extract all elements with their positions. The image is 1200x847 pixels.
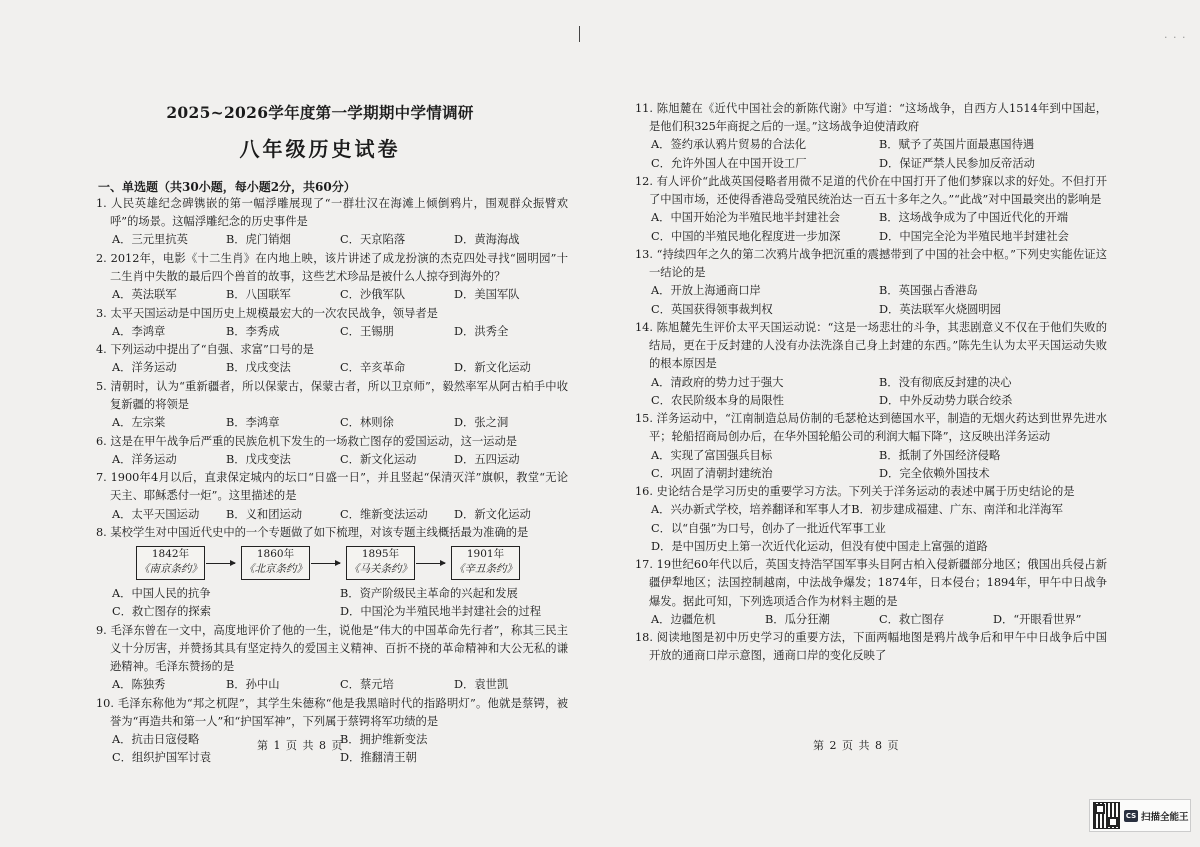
answer-option: C．农民阶级本身的局限性 <box>651 393 784 407</box>
answer-option: B．抵制了外国经济侵略 <box>879 448 1001 462</box>
answer-option: B．八国联军 <box>226 288 291 302</box>
right-page <box>600 0 1200 847</box>
answer-option: A．清政府的势力过于强大 <box>651 375 784 389</box>
answer-option: A．太平天国运动 <box>112 507 200 521</box>
question-item <box>96 250 568 305</box>
answer-option: D．“开眼看世界” <box>993 612 1082 626</box>
option-list <box>635 447 1107 483</box>
exam-title: 2025~2026学年度第一学期期中学情调研 <box>166 103 474 122</box>
question-item <box>635 246 1107 319</box>
answer-option: C．以“自强”为口号，创办了一批近代军事工业 <box>651 521 886 535</box>
question-stem: 4. 下列运动中提出了“自强、求富”口号的是 <box>96 343 314 357</box>
question-stem: 1. 人民英雄纪念碑镌嵌的第一幅浮雕展现了“一群壮汉在海滩上倾倒鸦片，围观群众振臂欢呼”的场景。这幅浮雕纪念的历史事件是 <box>96 197 568 229</box>
cs-logo-icon: CS <box>1125 811 1137 820</box>
answer-option: D．英法联军火烧圆明园 <box>879 302 1002 316</box>
timeline-box <box>451 546 520 580</box>
question-item <box>96 341 568 377</box>
answer-option: D．新文化运动 <box>454 361 531 375</box>
question-item <box>96 378 568 433</box>
answer-option: B．英国强占香港岛 <box>879 284 978 298</box>
answer-option: B．拥护维新变法 <box>340 733 428 747</box>
answer-option: D．张之洞 <box>454 416 509 430</box>
answer-option: B．李秀成 <box>226 324 280 338</box>
answer-option: C．巩固了清朝封建统治 <box>651 466 773 480</box>
answer-option: C．救亡图存的探索 <box>112 605 212 619</box>
page-footer: 第 1 页 共 8 页 <box>257 739 344 752</box>
answer-option: C．林则徐 <box>340 416 394 430</box>
answer-option: B．资产阶级民主革命的兴起和发展 <box>340 587 518 601</box>
option-list <box>635 209 1107 245</box>
question-item <box>635 629 1107 665</box>
question-item <box>635 100 1107 173</box>
answer-option: A．开放上海通商口岸 <box>651 284 761 298</box>
question-stem: 16. 史论结合是学习历史的重要学习方法。下列关于洋务运动的表述中属于历史结论的是 <box>635 485 1075 499</box>
answer-option: B．这场战争成为了中国近代化的开端 <box>879 211 1069 225</box>
answer-option: B．初步建成福建、广东、南洋和北洋海军 <box>851 503 1063 517</box>
question-stem: 7. 1900年4月以后，直隶保定城内的坛口“日盛一日”，并且竖起“保清灭洋”旗帜，教堂“无论天主、耶稣悉付一炬”。这里描述的是 <box>96 471 568 503</box>
question-item <box>96 695 568 768</box>
question-stem: 6. 这是在甲午战争后严重的民族危机下发生的一场救亡图存的爱国运动，这一运动是 <box>96 434 518 448</box>
answer-option: B．瓜分狂潮 <box>765 612 830 626</box>
answer-option: B．李鸿章 <box>226 416 280 430</box>
question-item <box>96 469 568 524</box>
question-item <box>96 305 568 341</box>
question-stem: 12. 有人评价“此战英国侵略者用微不足道的代价在中国打开了他们梦寐以求的好处。不但打开了中国市场，还使得香港岛受殖民统治达一百五十多年之久。”“此战”对中国最突出的影响是 <box>635 175 1107 207</box>
option-list <box>96 451 568 469</box>
scanner-app-name: 扫描全能王 <box>1141 811 1189 823</box>
question-item <box>635 556 1107 629</box>
option-list <box>96 585 568 621</box>
answer-option: A．实现了富国强兵目标 <box>651 448 773 462</box>
option-list <box>96 286 568 304</box>
answer-option: A．洋务运动 <box>112 452 177 466</box>
option-list <box>96 359 568 377</box>
answer-option: A．英法联军 <box>112 288 177 302</box>
qr-code-icon <box>1093 802 1120 829</box>
question-column-right <box>635 100 1107 666</box>
answer-option: C．允许外国人在中国开设工厂 <box>651 156 807 170</box>
answer-option: C．维新变法运动 <box>340 507 428 521</box>
answer-option: C．天京陷落 <box>340 233 406 247</box>
timeline-treaty: 《辛丑条约》 <box>454 563 517 576</box>
answer-option: A．抗击日寇侵略 <box>112 733 200 747</box>
answer-option: D．洪秀全 <box>454 324 509 338</box>
timeline-year: 1860年 <box>256 548 295 561</box>
answer-option: A．中国人民的抗争 <box>112 587 211 601</box>
answer-option: A．兴办新式学校，培养翻译和军事人才 <box>651 503 852 517</box>
question-stem: 3. 太平天国运动是中国历史上规模最宏大的一次农民战争，领导者是 <box>96 306 438 320</box>
section-heading: 一、单选题（共30小题，每小题2分，共60分） <box>98 180 356 194</box>
answer-option: A．三元里抗英 <box>112 233 188 247</box>
answer-option: A．中国开始沦为半殖民地半封建社会 <box>651 211 840 225</box>
answer-option: D．是中国历史上第一次近代化运动，但没有使中国走上富强的道路 <box>651 539 988 553</box>
option-list <box>635 611 1107 629</box>
answer-option: A．边疆危机 <box>651 612 716 626</box>
answer-option: B．义和团运动 <box>226 507 303 521</box>
question-item <box>635 319 1107 410</box>
arrow-right-icon <box>416 563 445 564</box>
answer-option: C．王锡朋 <box>340 324 394 338</box>
option-list <box>96 676 568 694</box>
question-stem: 15. 洋务运动中，“江南制造总局仿制的毛瑟枪达到德国水平，制造的无烟火药达到世界先进水平；轮船招商局创办后，在华外国轮船公司的利润大幅下降”，这反映出洋务运动 <box>635 412 1107 444</box>
option-list <box>96 506 568 524</box>
option-list <box>635 282 1107 318</box>
answer-option: C．辛亥革命 <box>340 361 406 375</box>
timeline-treaty: 《南京条约》 <box>139 563 202 576</box>
answer-option: D．中国沦为半殖民地半封建社会的过程 <box>340 605 542 619</box>
question-item <box>635 483 1107 556</box>
question-stem: 10. 毛泽东称他为“邦之杌陧”，其学生朱德称“他是我黑暗时代的指路明灯”。他就是蔡锷，被誉为“再造共和第一人”和“护国军神”，下列属于蔡锷将军功绩的是 <box>96 696 568 728</box>
answer-option: D．推翻清王朝 <box>340 751 417 765</box>
treaty-timeline <box>96 543 568 583</box>
question-stem: 14. 陈旭麓先生评价太平天国运动说：“这是一场悲壮的斗争，其悲剧意义不仅在于他们失败的结局，更在于反封建的人没有办法洗涤自己身上封建的东西。”陈先生认为太平天国运动失败的根本原因是 <box>635 321 1107 371</box>
answer-option: D．五四运动 <box>454 452 520 466</box>
option-list <box>96 414 568 432</box>
option-list <box>96 323 568 341</box>
answer-option: C．中国的半殖民地化程度进一步加深 <box>651 229 841 243</box>
answer-option: A．洋务运动 <box>112 361 177 375</box>
question-stem: 5. 清朝时，认为“重新疆者，所以保蒙古，保蒙古者，所以卫京师”，毅然率军从阿古柏手中收复新疆的将领是 <box>96 379 568 411</box>
arrow-right-icon <box>311 563 340 564</box>
question-item <box>96 524 568 622</box>
answer-option: A．陈独秀 <box>112 678 166 692</box>
answer-option: A．签约承认鸦片贸易的合法化 <box>651 138 807 152</box>
binding-mark <box>579 26 580 42</box>
answer-option: D．新文化运动 <box>454 507 531 521</box>
question-stem: 17. 19世纪60年代以后，英国支持浩罕国军事头目阿古柏入侵新疆部分地区；俄国出兵侵占新疆伊犁地区；法国控制越南，中法战争爆发；1874年，日本侵台；1894年，甲午中日战争爆发。据此可知，下列选项适合作为材料主题的是 <box>635 558 1107 608</box>
answer-option: C．救亡图存 <box>879 612 945 626</box>
question-item <box>96 433 568 469</box>
answer-option: D．中国完全沦为半殖民地半封建社会 <box>879 229 1069 243</box>
corner-marks: · · · <box>1164 31 1187 44</box>
question-item <box>96 622 568 695</box>
answer-option: C．新文化运动 <box>340 452 417 466</box>
question-stem: 13. “持续四年之久的第二次鸦片战争把沉重的震撼带到了中国的社会中枢。”下列史实能佐证这一结论的是 <box>635 248 1107 280</box>
option-list <box>635 501 1107 556</box>
answer-option: D．完全依赖外国技术 <box>879 466 990 480</box>
arrow-right-icon <box>206 563 235 564</box>
question-stem: 8. 某校学生对中国近代史中的一个专题做了如下梳理，对该专题主线概括最为准确的是 <box>96 525 529 539</box>
question-stem: 2. 2012年，电影《十二生肖》在内地上映，该片讲述了成龙扮演的杰克四处寻找“圆明园”十二生肖中失散的最后四个兽首的故事，这些艺术珍品是被什么人掠夺到海外的？ <box>96 251 568 283</box>
timeline-box <box>346 546 415 580</box>
timeline-year: 1901年 <box>466 548 505 561</box>
answer-option: C．蔡元培 <box>340 678 394 692</box>
question-column-left <box>96 195 568 768</box>
question-stem: 11. 陈旭麓在《近代中国社会的新陈代谢》中写道：“这场战争，自西方人1514年到中国起，是他们积325年商捉之后的一逞。”这场战争迫使清政府 <box>635 102 1107 134</box>
answer-option: B．虎门销烟 <box>226 233 291 247</box>
answer-option: D．中外反动势力联合绞杀 <box>879 393 1013 407</box>
question-stem: 18. 阅读地图是初中历史学习的重要方法，下面两幅地图是鸦片战争后和甲午中日战争后中国开放的通商口岸示意图，通商口岸的变化反映了 <box>635 631 1107 663</box>
timeline-year: 1895年 <box>361 548 400 561</box>
timeline-box <box>241 546 310 580</box>
option-list <box>635 374 1107 410</box>
answer-option: B．戊戌变法 <box>226 452 291 466</box>
answer-option: D．袁世凯 <box>454 678 509 692</box>
exam-subtitle: 八年级历史试卷 <box>239 137 401 161</box>
timeline-year: 1842年 <box>151 548 190 561</box>
answer-option: D．保证严禁人民参加反帝活动 <box>879 156 1035 170</box>
answer-option: B．没有彻底反封建的决心 <box>879 375 1012 389</box>
answer-option: C．英国获得领事裁判权 <box>651 302 773 316</box>
question-stem: 9. 毛泽东曾在一文中，高度地评价了他的一生，说他是“伟大的中国革命先行者”，称其三民主义十分厉害，并赞扬其具有坚定持久的爱国主义精神、百折不挠的革命精神和大公无私的谦逊精神。毛泽东赞扬的是 <box>96 623 568 674</box>
question-item <box>96 195 568 250</box>
answer-option: C．组织护国军讨袁 <box>112 751 212 765</box>
answer-option: C．沙俄军队 <box>340 288 406 302</box>
scanner-watermark <box>1089 799 1191 832</box>
page-footer: 第 2 页 共 8 页 <box>813 739 900 752</box>
question-item <box>635 410 1107 483</box>
answer-option: B．孙中山 <box>226 678 280 692</box>
answer-option: D．黄海海战 <box>454 233 520 247</box>
timeline-treaty: 《马关条约》 <box>349 563 412 576</box>
option-list <box>96 231 568 249</box>
answer-option: A．李鸿章 <box>112 324 166 338</box>
answer-option: B．赋予了英国片面最惠国待遇 <box>879 138 1035 152</box>
question-item <box>635 173 1107 246</box>
answer-option: A．左宗棠 <box>112 416 166 430</box>
timeline-treaty: 《北京条约》 <box>244 563 307 576</box>
answer-option: D．美国军队 <box>454 288 520 302</box>
option-list <box>635 136 1107 172</box>
answer-option: B．戊戌变法 <box>226 361 291 375</box>
timeline-box <box>136 546 205 580</box>
